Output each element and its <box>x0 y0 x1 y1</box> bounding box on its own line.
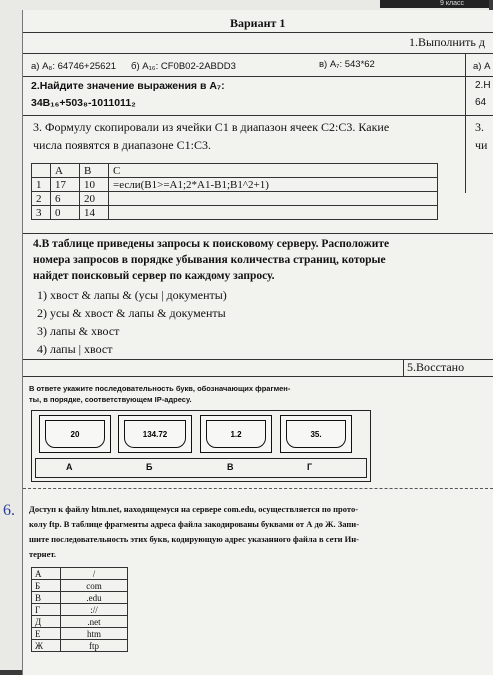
top-strip: 9 класс <box>380 0 489 8</box>
ip-fragment-card <box>118 415 192 453</box>
q4-text-line1: 4.В таблице приведены запросы к поисковому серверу. Расположите <box>33 238 390 250</box>
list-item: 2) усы & хвост & лапы & документы <box>37 306 226 320</box>
q2-right-cutoff-1: 2.Н <box>475 80 491 91</box>
table-cell: А <box>32 568 61 580</box>
table-cell: com <box>61 580 128 592</box>
variant-title: Вариант 1 <box>230 16 286 30</box>
q2-title: 2.Найдите значение выражения в A₇: <box>31 80 225 92</box>
q5-instruction-line1: В ответе укажите последовательность букв, обозначающих фрагмен- <box>29 384 291 393</box>
q6-text-line1: Доступ к файлу htm.net, находящемуся на сервере com.edu, осуществляется по прото- <box>29 504 359 514</box>
list-item: 4) лапы | хвост <box>37 342 113 356</box>
table-cell: =если(B1>=A1;2*A1-B1;B1^2+1) <box>109 178 438 192</box>
table-cell: 2 <box>32 192 51 206</box>
table-row <box>32 616 128 628</box>
q5-instruction-line2: ты, в порядке, соответствующем IP-адресу. <box>29 395 192 404</box>
q2-expression: 34B₁₆+503₈-1011011₂ <box>31 97 136 109</box>
fragment-value: 134.72 <box>124 420 186 448</box>
fragment-value: 35. <box>286 420 346 448</box>
table-cell: 6 <box>51 192 80 206</box>
q1-option-a: а) A₈: 64746+25621 <box>31 61 117 72</box>
q3-text-line1: 3. Формулу скопировали из ячейки C1 в диапазон ячеек C2:C3. Какие <box>33 120 390 134</box>
table-cell: .edu <box>61 592 128 604</box>
fragment-letter-row <box>35 458 367 478</box>
table-row <box>32 640 128 652</box>
table-cell: htm <box>61 628 128 640</box>
q6-text-line2: колу ftp. В таблице фрагменты адреса файла закодированы буквами от А до Ж. Запи- <box>29 519 360 529</box>
table-cell: ftp <box>61 640 128 652</box>
q2-right-cutoff-2: 64 <box>475 97 487 108</box>
list-item: 1) хвост & лапы & (усы | документы) <box>37 288 227 302</box>
table-row <box>32 580 128 592</box>
table-row <box>32 192 438 206</box>
q4-text-line3: найдет поисковый сервер по каждому запросу. <box>33 270 275 282</box>
q4-text-part: количества страниц, которые <box>227 254 386 266</box>
q3-right-cutoff-1: 3. <box>475 120 484 134</box>
q6-text-line4: тернет. <box>29 549 57 559</box>
list-item: 3) лапы & хвост <box>37 324 120 338</box>
fragment-letter: А <box>66 462 73 472</box>
q4-emphasis: убывания <box>175 254 228 266</box>
table-cell <box>109 206 438 220</box>
table-header-row <box>32 164 438 178</box>
q5-right-title: 5.Восстано <box>407 360 465 374</box>
table-cell: Е <box>32 628 61 640</box>
table-cell: Ж <box>32 640 61 652</box>
q4-text-part: номера запросов в порядке <box>33 254 176 266</box>
q3-spreadsheet-table <box>31 163 438 220</box>
q6-handwritten-number: 6. <box>3 502 15 519</box>
table-cell: Г <box>32 604 61 616</box>
table-cell: B <box>80 164 109 178</box>
q6-code-table <box>31 567 128 652</box>
table-cell: C <box>109 164 438 178</box>
q1-option-c: в) A₇: 543*62 <box>319 59 375 70</box>
table-cell: 14 <box>80 206 109 220</box>
ip-fragment-card <box>280 415 352 453</box>
table-cell: Б <box>32 580 61 592</box>
q1-option-b: б) A₁₆: CF0B02-2ABDD3 <box>131 61 236 72</box>
table-cell: 17 <box>51 178 80 192</box>
table-row <box>32 178 438 192</box>
table-cell: / <box>61 568 128 580</box>
ip-fragment-card <box>39 415 111 453</box>
table-row <box>32 604 128 616</box>
q6-text-line3: шите последовательность этих букв, кодирующую адрес указанного файла в сети Ин- <box>29 534 359 544</box>
table-cell: В <box>32 592 61 604</box>
table-cell: 10 <box>80 178 109 192</box>
table-cell: 3 <box>32 206 51 220</box>
right-task-title: 1.Выполнить д <box>409 35 485 49</box>
fragment-value: 1.2 <box>206 420 266 448</box>
table-cell <box>109 192 438 206</box>
table-row <box>32 592 128 604</box>
table-row <box>32 628 128 640</box>
q3-text-line2: числа появятся в диапазоне C1:C3. <box>33 138 211 152</box>
fragment-letter: Г <box>307 462 313 472</box>
q1-right-cutoff: а) A <box>473 61 491 72</box>
table-row <box>32 206 438 220</box>
table-cell: 20 <box>80 192 109 206</box>
fragment-value: 20 <box>45 420 105 448</box>
table-cell: .net <box>61 616 128 628</box>
q3-right-cutoff-2: чи <box>475 138 488 152</box>
worksheet-paper <box>3 10 493 675</box>
ip-fragment-card <box>200 415 272 453</box>
table-cell: 0 <box>51 206 80 220</box>
fragment-letter: В <box>227 462 234 472</box>
q4-text-line2 <box>33 254 386 266</box>
table-cell: A <box>51 164 80 178</box>
fragment-letter: Б <box>146 462 153 472</box>
table-cell: :// <box>61 604 128 616</box>
table-row <box>32 568 128 580</box>
table-cell: 1 <box>32 178 51 192</box>
table-cell <box>32 164 51 178</box>
table-cell: Д <box>32 616 61 628</box>
